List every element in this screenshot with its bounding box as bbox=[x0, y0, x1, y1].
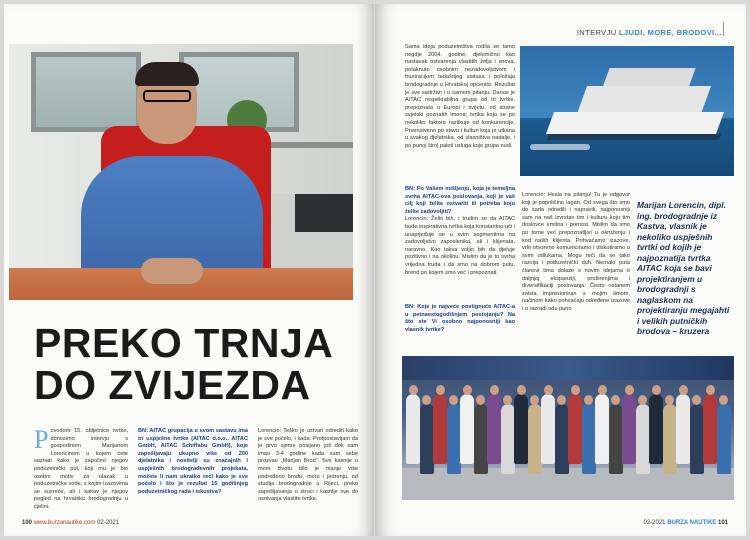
team-member bbox=[595, 394, 609, 464]
section-header bbox=[577, 28, 722, 37]
left-page bbox=[4, 4, 374, 536]
page-number: 101 bbox=[717, 520, 728, 526]
team-member-head bbox=[571, 385, 580, 395]
team-member-head bbox=[490, 385, 499, 395]
team-member-head bbox=[598, 385, 607, 395]
team-member-head bbox=[557, 395, 566, 405]
team-member bbox=[433, 394, 447, 464]
column-text: Sama ideja poduzetništva rodila se tamo negdje 2004. godine, djelomično kao nastavak ostvarenja vlastitih želja i snova, potaknuto osobnim nezadovoljstvom i frustracijom tadašnjeg statusa i položaja brodogradnje u Hrvatskoj općenito. Rezultat je sve sadržan i u samom pitanju. Danas je AITAC respektabilna grupa od tri tvrtke, prepoznata u Europi i svijetu, od strane svjetski poznatih imena; tvrtka koja se po nekoliko faktora razlikuje od konkurencije. Prvenstveno po stavu i kulturi koja je utkana u svakog djelatnika, od vlasništva nadalje, i po punoj široj paleti usluga koje grupa nudi. bbox=[405, 44, 515, 149]
team-member bbox=[690, 404, 704, 474]
team-member bbox=[622, 394, 636, 464]
team-member-head bbox=[679, 385, 688, 395]
glasses bbox=[143, 90, 191, 102]
portrait-photo bbox=[9, 44, 353, 300]
team-member bbox=[649, 394, 663, 464]
team-member bbox=[541, 394, 555, 464]
section-subtitle: LJUDI, MORE, BRODOVI... bbox=[619, 28, 722, 37]
team-member bbox=[663, 404, 677, 474]
team-group-photo bbox=[402, 356, 734, 500]
pull-quote: Marijan Lorencin, dipl. ing. brodogradnje iz Kastva, vlasnik je nekoliko uspješnih tvrtki od kojih je najpoznatija tvrtka AITAC koja se bavi projektiranjem u brodogradnji s naglaskom na projektiranju megajahti i velikih putničkih brodova – kruzera bbox=[637, 200, 730, 336]
team-member bbox=[703, 394, 717, 464]
issue-number: 02-2021 bbox=[97, 520, 120, 526]
team-member-head bbox=[436, 385, 445, 395]
team-member bbox=[474, 404, 488, 474]
right-column-2 bbox=[405, 186, 515, 277]
team-member-head bbox=[503, 395, 512, 405]
team-member-head bbox=[422, 395, 431, 405]
ship-waterline bbox=[547, 134, 721, 140]
article-title bbox=[34, 322, 333, 406]
title-line-1: PREKO TRNJA bbox=[34, 320, 334, 366]
ship-upper-deck bbox=[602, 68, 695, 88]
team-member-head bbox=[692, 395, 701, 405]
team-member-head bbox=[638, 395, 647, 405]
team-member-head bbox=[706, 385, 715, 395]
team-member bbox=[676, 394, 690, 464]
team-member-head bbox=[584, 395, 593, 405]
team-member bbox=[460, 394, 474, 464]
header-divider bbox=[723, 22, 724, 36]
team-member bbox=[568, 394, 582, 464]
team-member-head bbox=[517, 385, 526, 395]
answer-text: Lorencin: Želio bih, i trudim se da AITAC bude inspirativna tvrtka koja konstantno uči i unaprjeđuje se u svim segmentima na zadovoljstvo zaposlenika, ali i klijenata, naravno. Kao takva voljio bih da djeluje pozitivno i na okolinu. Mislim da je to svrha vrijedna truda i da smo na dobrom putu, brend po kojem smo već i prepoznati. bbox=[405, 216, 515, 276]
team-member bbox=[582, 404, 596, 474]
ship-deck bbox=[577, 86, 711, 114]
section-name: INTERVJU bbox=[576, 28, 617, 37]
monitor bbox=[295, 194, 353, 232]
right-page bbox=[375, 4, 746, 536]
shelf bbox=[259, 142, 353, 148]
window bbox=[31, 52, 141, 132]
event-banner bbox=[402, 356, 734, 380]
question-text: BN: Po Vašem mišljenju, koja je temeljna svrha AITAC-ova poslovanja, koji je vaš cilj koji želite ostvariti ili potreba koju želite zadovoljiti? bbox=[405, 186, 515, 215]
team-member-head bbox=[652, 385, 661, 395]
team-member bbox=[447, 404, 461, 474]
team-member-head bbox=[719, 395, 728, 405]
left-footer bbox=[22, 520, 119, 526]
team-member bbox=[406, 394, 420, 464]
brand-name: BURZA NAUTIKE bbox=[667, 520, 717, 526]
ship-wake bbox=[530, 144, 590, 150]
title-line-2: DO ZVIJEZDA bbox=[34, 362, 311, 408]
team-member bbox=[636, 404, 650, 474]
team-member-head bbox=[665, 395, 674, 405]
intro-text: ovodom 15. obljetnice tvrtke, donosimo intervju s gospodinom Marijanom Lorencinom u kojem ćete saznati kako je započeo njegov poduzetnički put, koji mu je bio osobni motiv za ulazak u poduzetničke vode, s kojim izazovima se susreće, ali i kakav je njegov pogled na hrvatsku brodogradnju u cjelini. bbox=[34, 428, 128, 510]
right-column-1 bbox=[405, 44, 515, 150]
answer-text: Lorencin: Teško je ustvari odrediti kako je sve počelo, i kada. Pretpostavljam da je prvo sjeme posijano još dok sam imao 3-4 godine kada sam sebe prozvao „Marijan Brod“. Sve kasnije u mom životu bilo je manje više podređeno brodu, moru i jedrenju, od studija brodogradnje u Rijeci, preko zapošljavanja u struci i kasnije sve do osnivanja vlastite tvrtke. bbox=[258, 428, 358, 503]
hands bbox=[141, 258, 203, 284]
answer-text: Lorencin: Hvala na pitanju! Tu je odgovor koji je popriličino lagan. Od svega što smo do sada odradili i napravili, najponosniji sam na naš izvrstan tim i kulturu koju tim doslovce emitira i prenosi. Mislim da smo po tome već prepoznatljivi u okruženju i kod naših klijenta. Prihvaćamo izazove, vrlo otvoreno komuniciramo i diskutiramo o svim odlukama. Mogu reći da se tako razvija i poduzetnički duh. Nemalo puta članovi tima dolaze s novim idejama o daljnjoj ekspanziji, proširenjima i diversifikaciji poslovanja. Često ostanem zaista impresioniran s mojim timom, načinom kako prihvaćaju određene izazove i u razradi odu puno bbox=[522, 192, 630, 312]
team-member bbox=[420, 404, 434, 474]
question-column bbox=[138, 428, 248, 496]
website-link[interactable]: www.burzanautike.com bbox=[33, 520, 96, 526]
team-member bbox=[609, 404, 623, 474]
dropcap: P bbox=[34, 425, 49, 454]
ship-hull bbox=[546, 112, 724, 134]
team-member bbox=[514, 394, 528, 464]
right-column-3 bbox=[522, 192, 630, 314]
team-member-head bbox=[449, 395, 458, 405]
team-member-head bbox=[409, 385, 418, 395]
magazine-spread bbox=[4, 4, 746, 536]
right-column-2b bbox=[405, 304, 515, 334]
question-text: BN: Koje je najveće postignuće AITAC-a u petnaestogodišnjem postojanju? Na što ste Vi osobno najponosniji kao vlasnik tvrtke? bbox=[405, 304, 515, 333]
team-member-head bbox=[611, 395, 620, 405]
page-number: 100 bbox=[22, 520, 33, 526]
team-member-head bbox=[476, 395, 485, 405]
answer-column bbox=[258, 428, 358, 504]
right-footer bbox=[644, 520, 729, 526]
team-member-head bbox=[625, 385, 634, 395]
team-member bbox=[555, 404, 569, 474]
hair bbox=[135, 62, 199, 86]
team-member bbox=[528, 404, 542, 474]
team-member-head bbox=[530, 395, 539, 405]
team-member-head bbox=[463, 385, 472, 395]
team-member-head bbox=[544, 385, 553, 395]
question-text: BN: AITAC grupacija u svom sastavu ima tri uspješne tvrtke (AITAC d.o.o., AITAC GmbH, AITAC Schiffabu GmbH), koje zapošljavaju ukupno više od 200 djelatnika i nositelji su značajnih i uspješnih brodograđevnih projekata, možete li nam ukratko reći kako je sve počelo i što je rezultat 15 godišnjeg poduzetničkog rada i iskustva? bbox=[138, 428, 248, 495]
issue-number: 02-2021 bbox=[643, 520, 666, 526]
cruise-ship-photo bbox=[520, 46, 734, 176]
intro-column bbox=[34, 425, 128, 512]
team-member bbox=[717, 404, 731, 474]
team-member bbox=[501, 404, 515, 474]
team-member bbox=[487, 394, 501, 464]
